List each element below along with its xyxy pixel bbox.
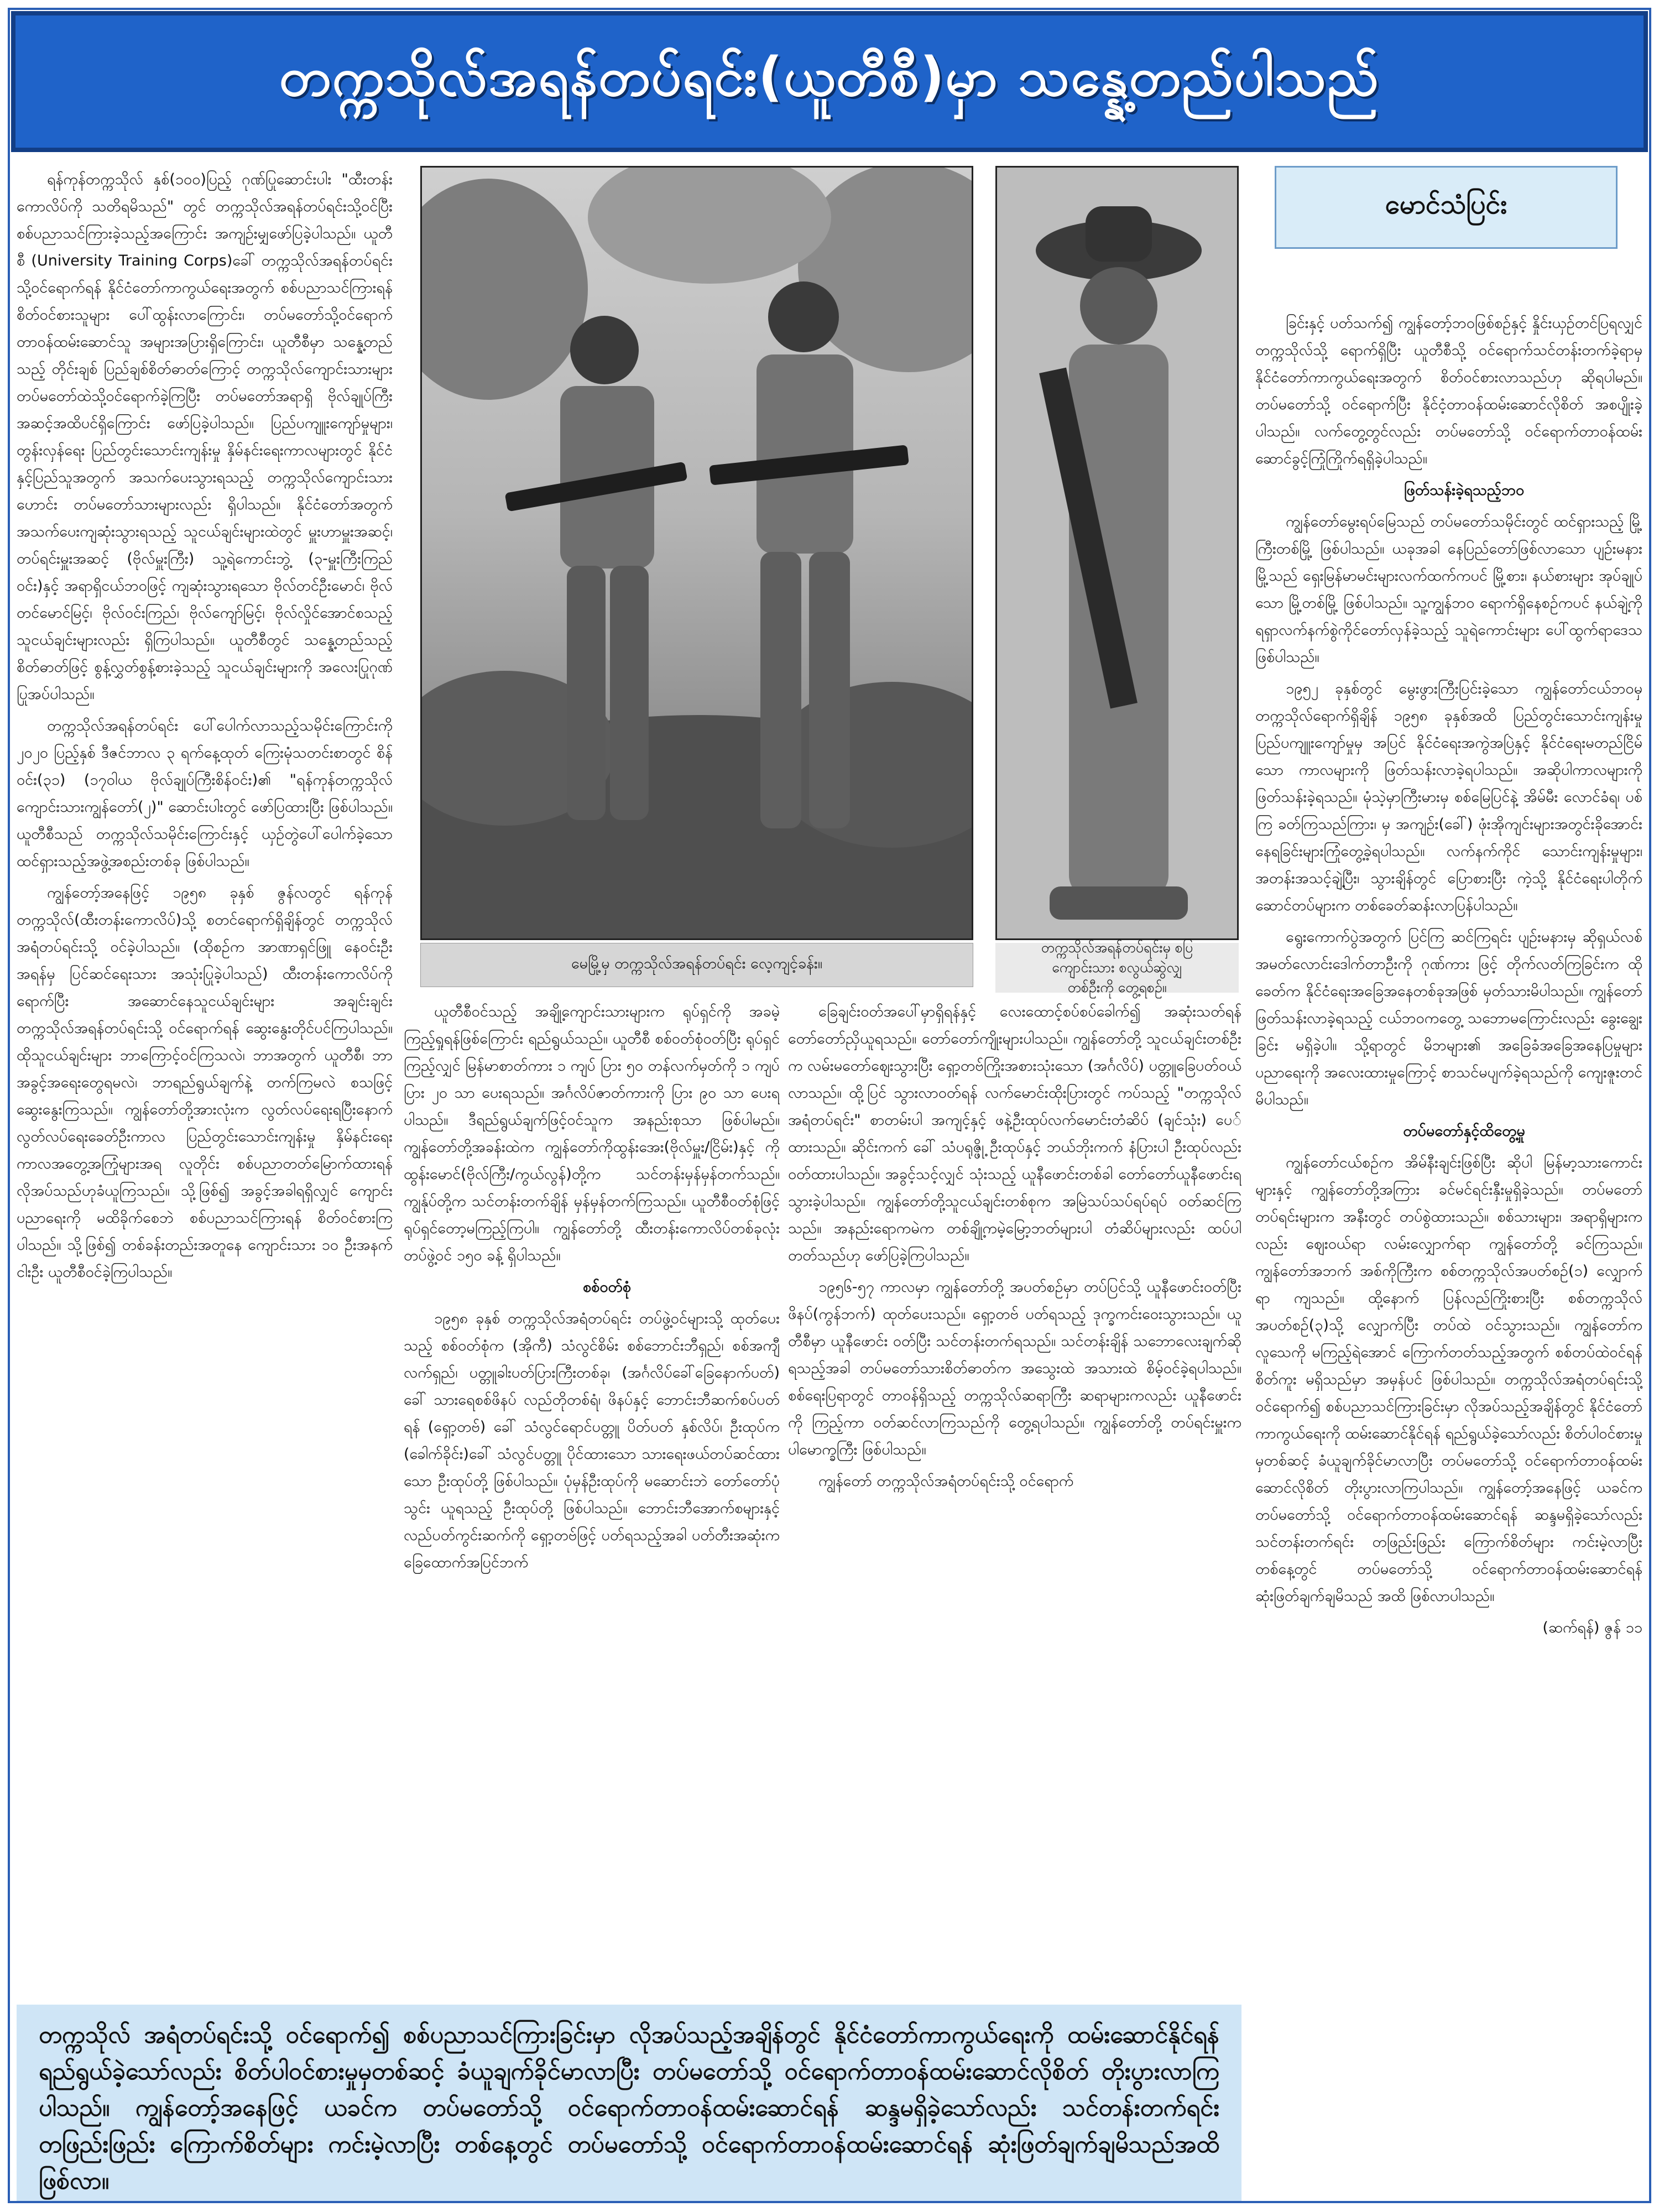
photo-illustration — [422, 168, 973, 940]
photo-two-cadets — [420, 166, 973, 940]
caption-line: ကျောင်းသား စလွယ်ဆွဲလျှ — [1052, 959, 1182, 975]
title-banner — [11, 11, 1648, 152]
article-title: တက္ကသိုလ်အရန်တပ်ရင်း(ယူတီစီ)မှာ သန္နေ့တည်ပါသည် — [279, 45, 1380, 108]
caption-line: တစ်ဦးကို တွေ့ရစဉ်။ — [1067, 979, 1167, 995]
pull-quote: တက္ကသိုလ် အရံတပ်ရင်းသို့ ဝင်ရောက်၍ စစ်ပညာသင်ကြားခြင်းမှာ လိုအပ်သည့်အချိန်တွင် နိုင်ငံတော်ကာကွယ်ရေးကို ထမ်းဆောင်နိုင်ရန် ရည်ရွယ်ခဲ့သော်လည်း စိတ်ပါဝင်စားမှုမှတစ်ဆင့် ခံယူချက်ခိုင်မာလာပြီး တပ်မတော်သို့ ဝင်ရောက်တာဝန်ထမ်းဆောင်လိုစိတ် တိုးပွားလာကြပါသည်။ ကျွန်တော့်အနေဖြင့် ယခင်က တပ်မတော်သို့ ဝင်ရောက်တာဝန်ထမ်းဆောင်ရန် ဆန္ဒမရှိခဲ့သော်လည်း သင်တန်းတက်ရင်း တဖြည်းဖြည်း ကြောက်စိတ်များ ကင်းမဲ့လာပြီး တစ်နေ့တွင် တပ်မတော်သို့ ဝင်ရောက်တာဝန်ထမ်းဆောင်ရန် ဆုံးဖြတ်ချက်ချမိသည်အထိဖြစ်လာ။ — [17, 2005, 1241, 2201]
paragraph: ခြေချင်းဝတ်အပေါ်မှာရှိရန်နှင့် လေးထောင့်စပ်စပ်ခေါက်၍ အဆုံးသတ်ရန် တော်တော်ညှိယူရသည်။ တော်တော်ကျိုးများပါသည်။ ကျွန်တော်တို့ သူငယ်ချင်းတစ်ဦးက လမ်းမတော်ဈေးသွားပြီး ရှော့တဗ်ကြိုးအစားသုံးသော (အင်္ဂလိပ်) ပတ္တူခြေပတ်ဝယ်လာသည်။ ထို့ပြင် သွားလာဝတ်ရန် လက်မောင်းထိုးပြားတွင် ကပ်သည့် "တက္ကသိုလ်အရံတပ်ရင်း" စာတမ်းပါ အကျင့်နှင့် ဖနဲ့ဦးထုပ်လက်မောင်းတံဆိပ် (ချင်သုံး) ပေ်ထားသည်။ ဆိုင်းကက် ခေါ် သံပရုဇ္ဖို့ ဦးထုပ်နှင့် ဘယ်ဘိုးကက် နံပြားပါ ဦးထုပ်လည်း ဝတ်ထားပါသည်။ အခွင့်သင့်လျှင် သုံးသည့် ယူနီဖောင်းတစ်ခါ တော်တော်ယူနီဖောင်းရသွားခဲ့ပါသည်။ ကျွန်တော်တို့သူငယ်ချင်းတစ်စုက အမြဲသပ်သပ်ရပ်ရပ် ဝတ်ဆင်ကြသည်။ အနည်းရောကမဲက တစ်ချို့ကမဲ့မြော့ဘတ်များပါ တံဆိပ်များလည်း ထပ်ပါတတ်သည်ဟု ဖော်ပြခဲ့ကြပါသည်။ — [788, 1003, 1241, 1264]
paragraph: ရန်ကုန်တက္ကသိုလ် နှစ်(၁၀၀)ပြည့် ဂုဏ်ပြုဆောင်းပါး "ထီးတန်းကောလိပ်ကို သတိရမိသည်" တွင် တက္ကသိုလ်အရန်တပ်ရင်းသို့ဝင်ပြီး စစ်ပညာသင်ကြားခဲ့သည့်အကြောင်း အကျဉ်းမျှဖော်ပြခဲ့ပါသည်။ ယူတီစီ (University Training Corps)ခေါ် တက္ကသိုလ်အရန်တပ်ရင်းသို့ဝင်ရောက်ရန် နိုင်ငံတော်ကာကွယ်ရေးအတွက် စစ်ပညာသင်ကြားရန် စိတ်ဝင်စားသူများ ပေါ်ထွန်းလာကြောင်း၊ တပ်မတော်သို့ဝင်ရောက်တာဝန်ထမ်းဆောင်သူ အများအပြားရှိကြောင်း၊ ယူတီစီမှာ သန္နေ့တည်သည့် တိုင်းချစ် ပြည်ချစ်စိတ်ဓာတ်ကြောင့် တက္ကသိုလ်ကျောင်းသားများ တပ်မတော်ထဲသို့ဝင်ရောက်ခဲ့ကြပြီး တပ်မတော်အရာရှိ ဗိုလ်ချုပ်ကြီးအဆင့်အထိပင်ရှိကြောင်း ဖော်ပြခဲ့ပါသည်။ ပြည်ပကျူးကျော်မှုများ၊ တွန်းလှန်ရေး ပြည်တွင်းသောင်းကျန်းမှု နှိမ်နင်းရေးကာလများတွင် နိုင်ငံနှင့်ပြည်သူအတွက် အသက်ပေးသွားရသည့် တက္ကသိုလ်ကျောင်းသားဟောင်း တပ်မတော်သားများလည်း ရှိပါသည်။ နိုင်ငံတော်အတွက် အသက်ပေးကျဆုံးသွားရသည့် သူငယ်ချင်းများထဲတွင် မှူးဟာမှူးအဆင့်၊ တပ်ရင်းမှူးအဆင့် (ဗိုလ်မှူးကြီး) သူ့ရဲကောင်းဘွဲ့ (၃-မှူးကြီးကြည်ဝင်း)နှင့် အရာရှိငယ်ဘဝဖြင့် ကျဆုံးသွားရသော ဗိုလ်တင်ဦးမောင်၊ ဗိုလ်တင်မောင်မြင့်၊ ဗိုလ်ဝင်းကြည်၊ ဗိုလ်ကျော်မြင့်၊ ဗိုလ်လှိုင်အောင်စသည့် သူငယ်ချင်းများလည်း ရှိကြပါသည်။ ယူတီစီတွင် သန္နေ့တည်သည့် စိတ်ဓာတ်ဖြင့် စွန့်လွှတ်စွန့်စားခဲ့သည့် သူငယ်ချင်းများကို အလေးပြုဂုဏ်ပြုအပ်ပါသည်။ — [17, 171, 393, 703]
paragraph: ၁၉၅၈ ခုနှစ် တက္ကသိုလ်အရံတပ်ရင်း တပ်ဖွဲ့ဝင်များသို့ ထုတ်ပေးသည့် စစ်ဝတ်စုံက (အိုကီ) သံလွင်စိမ်း စစ်ဘောင်းဘီရှည်၊ စစ်အကျီလက်ရှည်၊ ပတ္တူခါးပတ်ပြားကြီးတစ်ခု၊ (အင်္ဂလိပ်ခေါ်ခြေနောက်ပတ်) ခေါ် သားရေစစ်ဖိနပ် လည်တိုတစ်ရံ၊ ဖိနပ်နှင့် ဘောင်းဘီဆက်စပ်ပတ်ရန် (ရှော့တဗ်) ခေါ် သံလွင်ရောင်ပတ္တူ ပိတ်ပတ် နှစ်လိပ်၊ ဦးထုပ်က (ခေါက်ခိုင်း)ခေါ် သံလွင်ပတ္တူ ပိုင်ထားသော သားရေးဖယ်တပ်ဆင်ထားသော ဦးထုပ်တို့ ဖြစ်ပါသည်။ ပုံမှန်ဦးထုပ်ကို မဆောင်းဘဲ တော်တော်ပုံသွင်း ယူရသည့် ဦးထုပ်တို့ ဖြစ်ပါသည်။ ဘောင်းဘီအောက်စများနှင့် လည်ပတ်ကွင်းဆက်ကို ရှော့တဗ်ဖြင့် ပတ်ရသည့်အခါ ပတ်တီးအဆုံးက ခြေထောက်အပြင်ဘက် — [404, 1310, 780, 1571]
paragraph: ၁၉၅၂ ခုနှစ်တွင် မွေးဖွားကြီးပြင်းခဲ့သော ကျွန်တော်ငယ်ဘဝမှ တက္ကသိုလ်ရောက်ရှိချိန် ၁၉၅၈ ခုနှစ်အထိ ပြည်တွင်းသောင်းကျန်းမှု ပြည်ပကျူးကျော်မှုမှ အပြင် နိုင်ငံရေးအကွဲအပြဲနှင့် နိုင်ငံရေးမတည်ငြိမ်သော ကာလများကို ဖြတ်သန်းလာခဲ့ရပါသည်။ အဆိုပါကာလများကို ဖြတ်သန်းခဲ့ရသည်။ မုံသဲ့မှာကြီးမားမှ စစ်မြေပြင်နဲ့ အိမ်မီး လောင်ခံရ၊ ပစ်ကြ ခတ်ကြသည်ကြား၊ မှ အကျဉ်း(ခေါ်) ဖုံးအိုကျင်းများအတွင်းခိုအောင်းနေရခြင်းများကြုံတွေ့ခဲ့ရပါသည်။ လက်နက်ကိုင် သောင်းကျန်းမှုများ၊ အတန်းအသင့်ချဲ့ပြီး၊ သွားချိန်တွင် ပြောစားပြီး ကဲ့သို့ နိုင်ငံရေးပါတိုက်ဆောင်တပ်များက တစ်ခေတ်ဆန်းလာပြန်ပါသည်။ — [1255, 680, 1642, 914]
paragraph: ကျွန်တော် တက္ကသိုလ်အရံတပ်ရင်းသို့ ဝင်ရောက် — [818, 1473, 1074, 1490]
photo-caption-main: မေမြို့မှ တက္ကသိုလ်အရန်တပ်ရင်း လေ့ကျင့်ခန်း။ — [420, 943, 973, 987]
paragraph: ခြင်းနှင့် ပတ်သက်၍ ကျွန်တော့်ဘဝဖြစ်စဉ်နှင့် နှိုင်းယှဉ်တင်ပြရလျှင် တက္ကသိုလ်သို့ ရောက်ရှိပြီး ယူတီစီသို့ ဝင်ရောက်သင်တန်းတက်ခဲ့ရာမှ နိုင်ငံတော်ကာကွယ်ရေးအတွက် စိတ်ဝင်စားလာသည်ဟု ဆိုရပါမည်။ တပ်မတော်သို့ ဝင်ရောက်ပြီး နိုင်ငံ့တာဝန်ထမ်းဆောင်လိုစိတ် အစပျိုးခဲ့ပါသည်။ လက်တွေ့တွင်လည်း တပ်မတော်သို့ ဝင်ရောက်တာဝန်ထမ်းဆောင်ခွင့်ကြုံကြိုက်ရရှိခဲ့ပါသည်။ — [1255, 315, 1642, 467]
column-3 — [788, 998, 1241, 2002]
column-1 — [17, 166, 393, 2002]
paragraph: ရွေးကောက်ပွဲအတွက် ပြင်ကြ ဆင်ကြရင်း ပျဉ်းမနားမှ ဆိုရှယ်လစ် အမတ်လောင်းဒေါက်တာဦးကို ဂုဏ်ကား ဖြင့် တိုက်လတ်ကြခြင်းက ထိုခေတ်က နိုင်ငံရေးအခြေအနေတစ်ခုအဖြစ် မှတ်သားမိပါသည်။ ကျွန်တော်ဖြတ်သန်းလာခဲ့ရသည့် ငယ်ဘဝကတွေ့ သဘောမကြောင်းလည်း ခွေးချွေးခြင်း မရှိခဲ့ပါ။ သို့ရာတွင် မိဘများ၏ အခြေခံအခြေအနေပြမှုများ ပညာရေးကို အလေးထားမှုကြောင့် စာသင်မပျက်ခဲ့ရသည်ကို ကျေးဇူးတင်မိပါသည်။ — [1255, 928, 1642, 1108]
paragraph: တက္ကသိုလ်အရန်တပ်ရင်း ပေါ်ပေါက်လာသည့်သမိုင်းကြောင်းကို ၂၀၂၀ ပြည့်နှစ် ဒီဇင်ဘာလ ၃ ရက်နေ့ထုတ် ကြေးမုံသတင်းစာတွင် စိန်ဝင်း(၃၁) (၁၇ဝါယ ဗိုလ်ချုပ်ကြီးစိန်ဝင်း)၏ "ရန်ကုန်တက္ကသိုလ်ကျောင်းသားကျွန်တော်(၂)" ဆောင်းပါးတွင် ဖော်ပြထားပြီး ဖြစ်ပါသည်။ ယူတီစီသည် တက္ကသိုလ်သမိုင်းကြောင်းနှင့် ယှဉ်တွဲပေါ်ပေါက်ခဲ့သော ထင်ရှားသည့်အဖွဲ့အစည်းတစ်ခု ဖြစ်ပါသည်။ — [17, 717, 393, 870]
column-4 — [1255, 310, 1642, 2212]
paragraph: ကျွန်တော်မွေးရပ်မြေသည် တပ်မတော်သမိုင်းတွင် ထင်ရှားသည့် မြို့ကြီးတစ်မြို့ ဖြစ်ပါသည်။ ယခုအခါ နေပြည်တော်ဖြစ်လာသော ပျဉ်းမနားမြို့သည် ရှေးမြန်မာမင်းများလက်ထက်ကပင် မြို့စား၊ နယ်စားများ အုပ်ချုပ်သော မြို့တစ်မြို့ ဖြစ်ပါသည်။ သူ့ကျွန်ဘဝ ရောက်ရှိနေစဉ်ကပင် နယ်ချဲ့ကို ရရှာလက်နက်စွဲကိုင်တော်လှန်ခဲ့သည့် သူရဲကောင်းများ ပေါ်ထွက်ရာဒေသ ဖြစ်ပါသည်။ — [1255, 513, 1642, 666]
paragraph: ၁၉၅၆-၅၇ ကာလမှာ ကျွန်တော်တို့ အပတ်စဉ်မှာ တပ်ပြင်သို့ ယူနီဖောင်းဝတ်ပြီး ဖိနပ်(ကွန်ဘက်) ထုတ်ပေးသည်။ ရှော့တဗ် ပတ်ရသည့် ဒုက္ခကင်းဝေးသွားသည်။ ယူတီစီမှာ ယူနီဖောင်း ဝတ်ပြီး သင်တန်းတက်ရသည်။ သင်တန်းချိန် သဘောလေးချက်ဆိုရသည့်အခါ တပ်မတော်သားစိတ်ဓာတ်က အသွေးထဲ အသားထဲ စိမ့်ဝင်ခဲ့ရပါသည်။ စစ်ရေးပြရာတွင် တာဝန်ရှိသည့် တက္ကသိုလ်ဆရာကြီး ဆရာများကလည်း ယူနီဖောင်းကို ကြည့်ကာ ဝတ်ဆင်လာကြသည်ကို တွေ့ရပါသည်။ ကျွန်တော်တို့ တပ်ရင်းမှူးက ပါမောက္ခကြီး ဖြစ်ပါသည်။ — [788, 1279, 1241, 1458]
subheading: တပ်မတော်နှင့်ထိတွေ့မှု — [1403, 1123, 1525, 1140]
paragraph: ယူတီစီဝင်သည့် အချို့ကျောင်းသားများက ရုပ်ရှင်ကို အခမဲ့ကြည့်ရှုရန်ဖြစ်ကြောင်း ရည်ရွယ်သည်။ ယူတီစီ စစ်ဝတ်စုံဝတ်ပြီး ရုပ်ရှင်ကြည့်လျှင် မြန်မာစာတ်ကား ၁ ကျပ် ပြား ၅၀ တန်လက်မှတ်ကို ၁ ကျပ် ပြား ၂၀ သာ ပေးရသည်။ အင်္ဂလိပ်ဇာတ်ကားကို ပြား ၉၀ သာ ပေးရပါသည်။ ဒီရည်ရွယ်ချက်ဖြင့်ဝင်သူက အနည်းစုသာ ဖြစ်ပါမည်။ ကျွန်တော်တို့အခန်းထဲက ကျွန်တော်ကိုထွန်းအေး(ဗိုလ်မှူး/ငြိမ်း)နှင့် ကိုထွန်းမောင်(ဗိုလ်ကြီး/ကွယ်လွန်)တို့က သင်တန်းမှန်မှန်တက်သည်။ ကျွန်ုပ်တို့က သင်တန်းတက်ချိန် မှန်မှန်တက်ကြသည်။ ယူတီစီဝတ်စုံဖြင့် ရုပ်ရှင်တော့မကြည့်ကြပါ။ ကျွန်တော်တို့ ထီးတန်းကောလိပ်တစ်ခုလုံး တပ်ဖွဲ့ဝင် ၁၅၀ ခန့် ရှိပါသည်။ — [404, 1003, 780, 1264]
photo-cadet-standing — [995, 166, 1239, 940]
subheading: စစ်ဝတ်စုံ — [582, 1279, 631, 1296]
column-2 — [404, 998, 780, 2002]
author-byline: မောင်သံပြင်း — [1275, 166, 1618, 249]
paragraph: ကျွန်တော်ငယ်စဉ်က အိမ်နီးချင်းဖြစ်ပြီး ဆိုပါ မြန်မာ့သားကောင်းများနှင့် ကျွန်တော်တို့အကြား ခင်မင်ရင်းနှီးမှုရှိခဲ့သည်။ တပ်မတော်တပ်ရင်းများက အနီးတွင် တပ်စွဲထားသည်။ စစ်သားများ၊ အရာရှိများကလည်း ဈေးဝယ်ရာ လမ်းလျှောက်ရာ ကျွန်တော်တို့ ခင်ကြသည်။ ကျွန်တော်အဘက် အစ်ကိုကြီးက စစ်တက္ကသိုလ်အပတ်စဉ်(၁) လျှောက်ရာ ကျသည်။ ထို့နောက် ပြန်လည်ကြိုးစားပြီး စစ်တက္ကသိုလ်အပတ်စဉ်(၃)သို့ လျှောက်ပြီး တပ်ထဲ ဝင်သွားသည်။ ကျွန်တော်က လူသေကို မကြည့်ရဲအောင် ကြောက်တတ်သည့်အတွက် စစ်တပ်ထဲဝင်ရန် စိတ်ကူး မရှိသည်မှာ အမှန်ပင် ဖြစ်ပါသည်။ တက္ကသိုလ်အရံတပ်ရင်းသို့ ဝင်ရောက်၍ စစ်ပညာသင်ကြားခြင်းမှာ လိုအပ်သည့်အချိန်တွင် နိုင်ငံတော်ကာကွယ်ရေးကို ထမ်းဆောင်နိုင်ရန် ရည်ရွယ်ခဲ့သော်လည်း စိတ်ပါဝင်စားမှုမှတစ်ဆင့် ခံယူချက်ခိုင်မာလာပြီး တပ်မတော်သို့ ဝင်ရောက်တာဝန်ထမ်းဆောင်လိုစိတ် တိုးပွားလာကြပါသည်။ ကျွန်တော့်အနေဖြင့် ယခင်က တပ်မတော်သို့ ဝင်ရောက်တာဝန်ထမ်းဆောင်ရန် ဆန္ဒမရှိခဲ့သော်လည်း သင်တန်းတက်ရင်း တဖြည်းဖြည်း ကြောက်စိတ်များ ကင်းမဲ့လာပြီး တစ်နေ့တွင် တပ်မတော်သို့ ဝင်ရောက်တာဝန်ထမ်းဆောင်ရန် ဆုံးဖြတ်ချက်ချမိသည် အထိ ဖြစ်လာပါသည်။ — [1255, 1154, 1642, 1605]
photo-illustration — [997, 168, 1239, 940]
continued-note: (ဆက်ရန်) ဇွန် ၁၁ — [1542, 1619, 1642, 1636]
photo-caption-side — [995, 940, 1239, 995]
subheading: ဖြတ်သန်းခဲ့ရသည့်ဘဝ — [1404, 482, 1525, 499]
caption-line: တက္ကသိုလ်အရန်တပ်ရင်းမှ စပြ — [1041, 940, 1193, 956]
paragraph: ကျွန်တော့်အနေဖြင့် ၁၉၅၈ ခုနှစ် ဇွန်လတွင် ရန်ကုန်တက္ကသိုလ်(ထီးတန်းကောလိပ်)သို့ စတင်ရောက်ရှိချိန်တွင် တက္ကသိုလ်အရံတပ်ရင်းသို့ ဝင်ခဲ့ပါသည်။ (ထိုစဉ်က အာဏာရှင်ဖြူ နေဝင်းဦး အရန်မှ ပြင်ဆင်ရေးသား အသုံးပြုခဲ့ပါသည်) ထီးတန်းကောလိပ်ကို ရောက်ပြီး အဆောင်နေသူငယ်ချင်းများ အချင်းချင်း တက္ကသိုလ်အရန်တပ်ရင်းသို့ ဝင်ရောက်ရန် ဆွေးနွေးတိုင်ပင်ကြပါသည်။ ထိုသူငယ်ချင်းများ ဘာကြောင့်ဝင်ကြသလဲ၊ ဘာအတွက် ယူတီစီ၊ ဘာအခွင့်အရေးတွေရမလဲ၊ ဘာရည်ရွယ်ချက်နဲ့ တက်ကြမလဲ စသဖြင့် ဆွေးနွေးကြသည်။ ကျွန်တော်တို့အားလုံးက လွတ်လပ်ရေးရပြီးနောက် လွတ်လပ်ရေးခေတ်ဦးကာလ ပြည်တွင်းသောင်းကျန်းမှု နှိမ်နင်းရေးကာလအတွေ့အကြုံများအရ လူတိုင်း စစ်ပညာတတ်မြောက်ထားရန် လိုအပ်သည်ဟုခံယူကြသည်။ သို့ဖြစ်၍ အခွင့်အခါရရှိလျှင် ကျောင်းပညာရေးကို မထိခိုက်စေဘဲ စစ်ပညာသင်ကြားရန် စိတ်ဝင်စားကြပါသည်။ သို့ဖြစ်၍ တစ်ခန်းတည်းအတူနေ ကျောင်းသား ၁၀ ဦးအနက် ငါးဦး ယူတီစီဝင်ခဲ့ကြပါသည်။ — [17, 884, 393, 1281]
